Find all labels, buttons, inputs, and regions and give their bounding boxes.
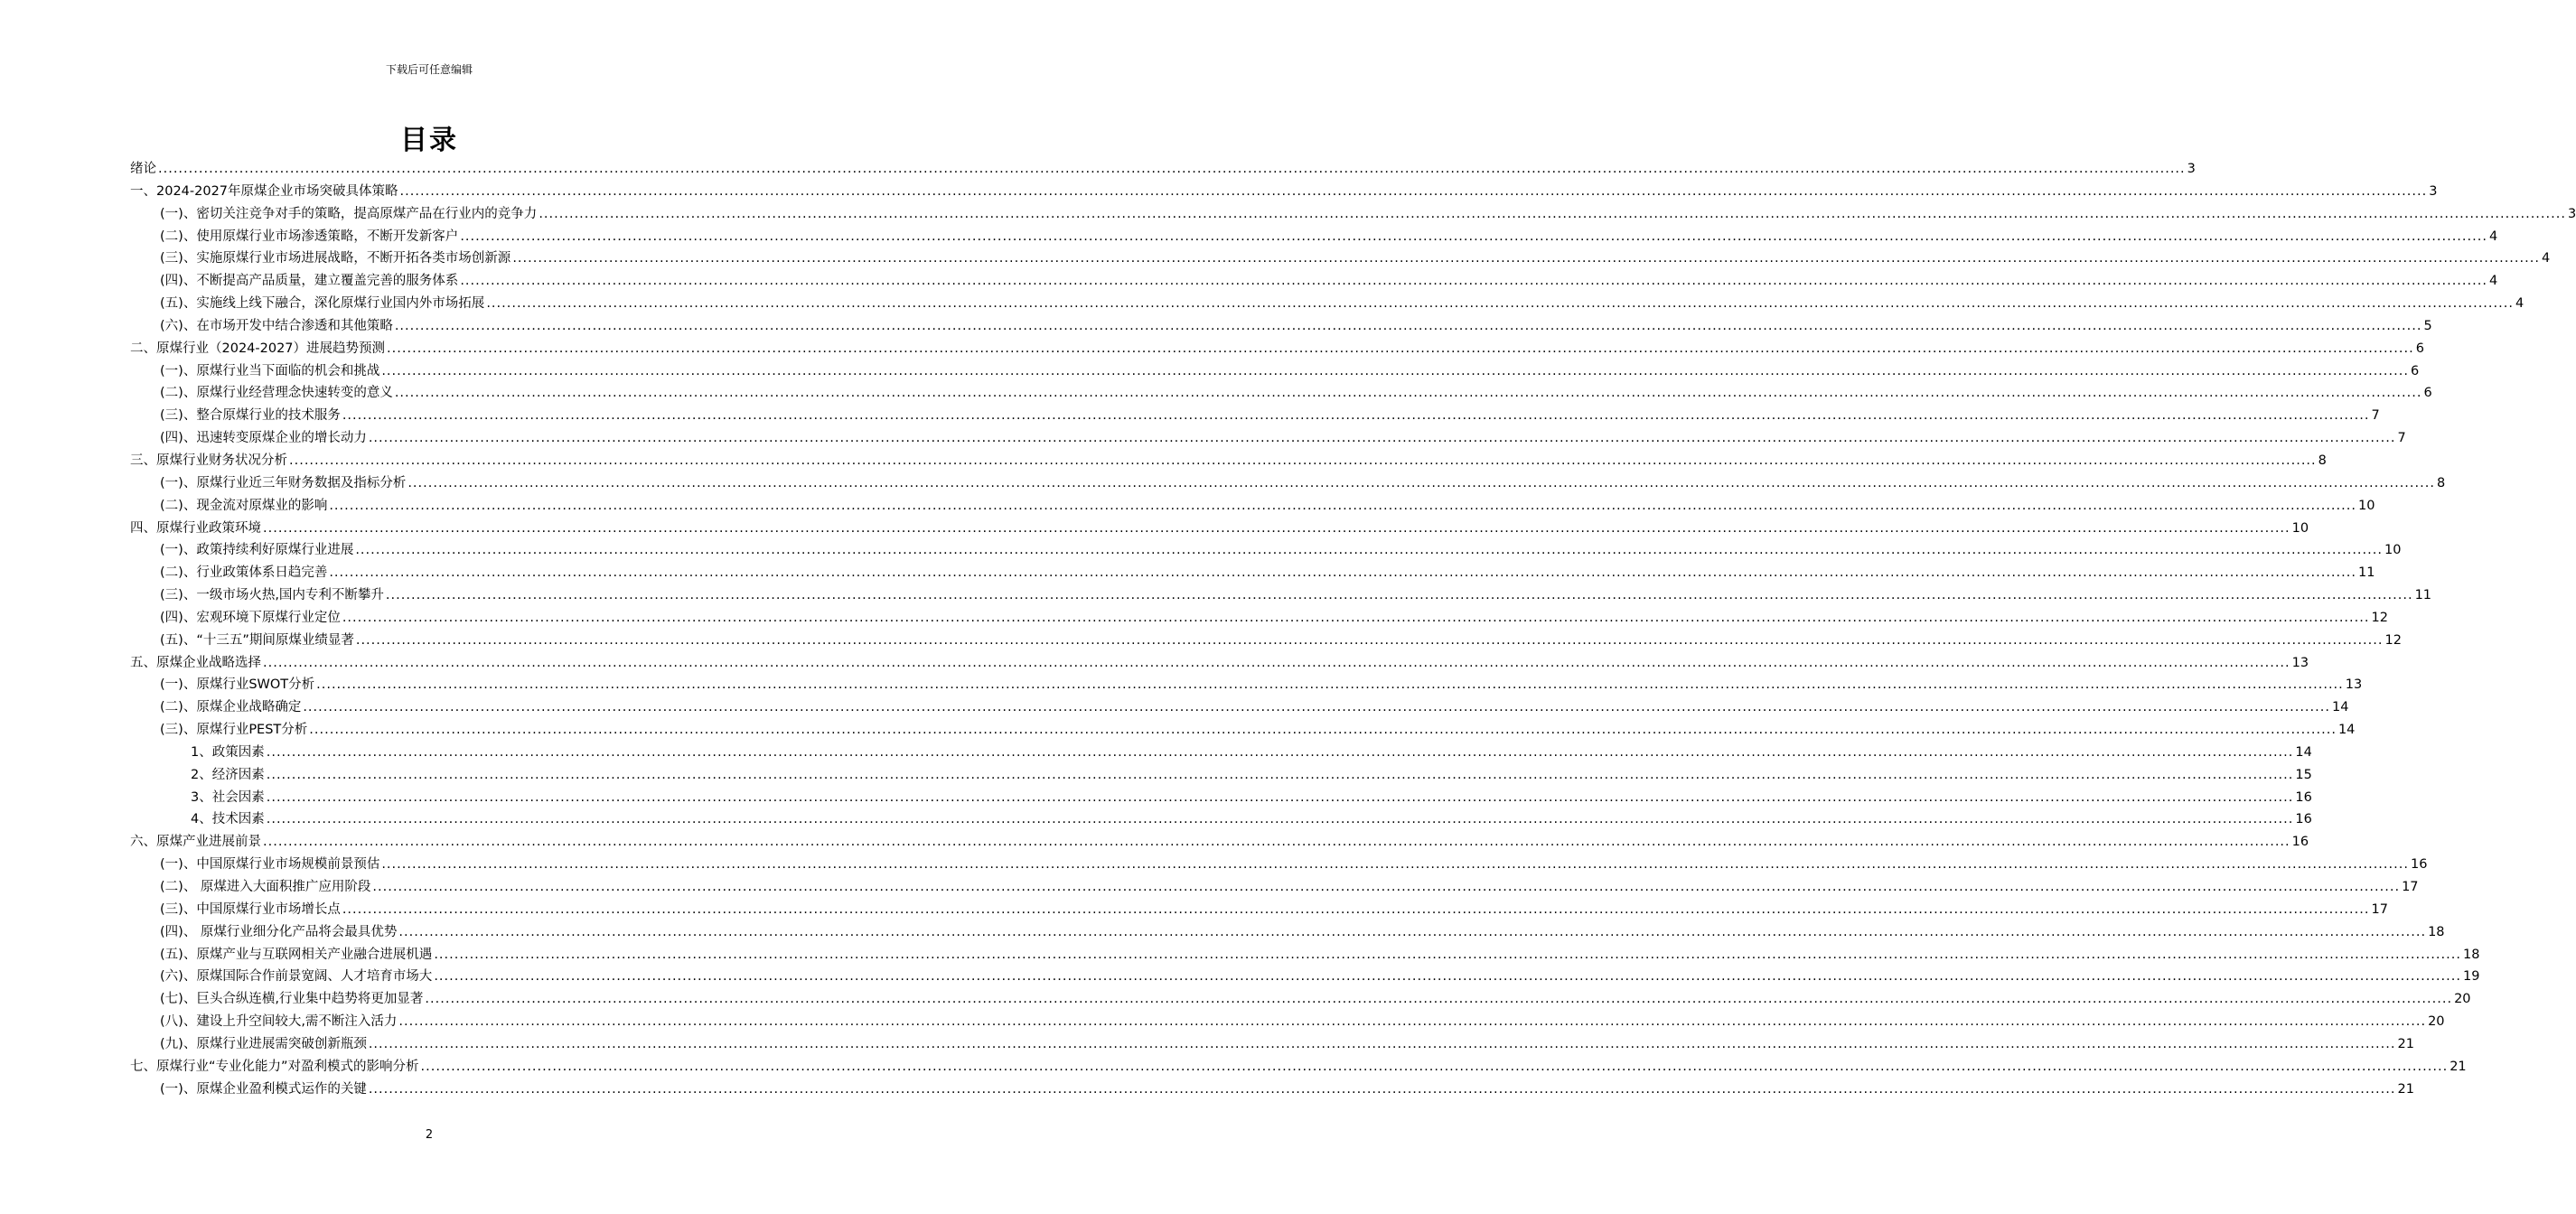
toc-dot-leader: ................................................................................................................................................................................................................................................................................................................................................................................................................ (266, 812, 2294, 827)
toc-entry-label: (一)、政策持续利好原煤行业进展 (160, 543, 354, 558)
toc-dot-leader: ................................................................................................................................................................................................................................................................................................................................................................................................................ (329, 498, 2356, 513)
toc-entry-page: 12 (2384, 632, 2402, 648)
toc-entry-page: 18 (2428, 924, 2445, 939)
toc-entry-page: 6 (2415, 341, 2424, 356)
toc-dot-leader: ................................................................................................................................................................................................................................................................................................................................................................................................................ (434, 947, 2461, 962)
toc-dot-leader: ................................................................................................................................................................................................................................................................................................................................................................................................................ (266, 767, 2294, 782)
toc-entry-page: 8 (2436, 475, 2446, 490)
toc-entry-label: (三)、一级市场火热,国内专利不断攀升 (160, 588, 384, 603)
toc-entry-label: (一)、密切关注竞争对手的策略，提高原煤产品在行业内的竞争力 (160, 206, 538, 221)
toc-entry-page: 14 (2331, 700, 2349, 715)
toc-entry-page: 10 (2357, 498, 2375, 513)
toc-entry-label: 4、技术因素 (191, 812, 265, 827)
toc-entry[interactable] (130, 696, 2349, 719)
toc-entry-page: 11 (2414, 588, 2432, 603)
toc-entry[interactable] (130, 270, 2498, 293)
toc-entry-label: (二)、使用原煤行业市场渗透策略，不断开发新客户 (160, 229, 459, 244)
toc-entry[interactable] (130, 988, 2471, 1011)
toc-entry-label: (二)、现金流对原煤业的影响 (160, 498, 328, 513)
toc-entry[interactable] (130, 584, 2432, 607)
toc-entry-label: (一)、原煤行业近三年财务数据及指标分析 (160, 475, 407, 490)
toc-entry[interactable] (130, 1056, 2467, 1079)
toc-entry[interactable] (130, 742, 2312, 764)
toc-dot-leader: ................................................................................................................................................................................................................................................................................................................................................................................................................ (420, 1059, 2449, 1074)
toc-entry[interactable] (130, 518, 2309, 540)
toc-entry[interactable] (130, 764, 2312, 787)
toc-entry-page: 16 (2295, 812, 2312, 827)
toc-entry-label: (六)、原煤国际合作前景宽阔、人才培育市场大 (160, 969, 433, 985)
toc-dot-leader: ................................................................................................................................................................................................................................................................................................................................................................................................................ (263, 655, 2290, 670)
toc-entry[interactable] (130, 338, 2424, 360)
toc-entry-page: 17 (2402, 880, 2419, 894)
toc-entry-page: 15 (2295, 767, 2312, 782)
toc-entry-label: (五)、实施线上线下融合，深化原煤行业国内外市场拓展 (160, 296, 485, 312)
toc-entry-label: (二)、 原煤进入大面积推广应用阶段 (160, 880, 371, 894)
toc-entry-label: 二、原煤行业（2024-2027）进展趋势预测 (130, 341, 386, 356)
toc-entry-page: 4 (2488, 274, 2498, 289)
toc-dot-leader: ................................................................................................................................................................................................................................................................................................................................................................................................................ (355, 632, 2384, 648)
toc-dot-leader: ................................................................................................................................................................................................................................................................................................................................................................................................................ (398, 1014, 2427, 1030)
toc-entry-label: 三、原煤行业财务状况分析 (130, 453, 287, 468)
toc-entry-label: (四)、宏观环境下原煤行业定位 (160, 610, 341, 625)
toc-entry-page: 21 (2397, 1081, 2414, 1097)
toc-entry[interactable] (130, 450, 2327, 472)
toc-entry-page: 16 (2410, 857, 2428, 873)
toc-entry-page: 21 (2450, 1059, 2467, 1074)
toc-entry-label: (一)、原煤企业盈利模式运作的关键 (160, 1081, 367, 1097)
toc-entry-page: 14 (2337, 723, 2356, 738)
toc-dot-leader: ................................................................................................................................................................................................................................................................................................................................................................................................................ (329, 565, 2356, 581)
toc-entry[interactable] (130, 539, 2402, 562)
toc-entry-page: 19 (2462, 969, 2480, 985)
toc-dot-leader: ................................................................................................................................................................................................................................................................................................................................................................................................................ (399, 183, 2428, 199)
toc-dot-leader: ................................................................................................................................................................................................................................................................................................................................................................................................................ (486, 296, 2514, 312)
toc-entry-page: 20 (2428, 1014, 2445, 1030)
toc-entry[interactable] (130, 899, 2388, 921)
toc-dot-leader: ................................................................................................................................................................................................................................................................................................................................................................................................................ (381, 363, 2409, 378)
toc-dot-leader: ................................................................................................................................................................................................................................................................................................................................................................................................................ (368, 1036, 2396, 1051)
toc-entry-label: (六)、在市场开发中结合渗透和其他策略 (160, 318, 393, 333)
toc-entry[interactable] (130, 203, 2576, 226)
toc-entry-page: 13 (2291, 655, 2309, 670)
toc-entry-label: (三)、中国原煤行业市场增长点 (160, 901, 341, 917)
toc-entry[interactable] (130, 921, 2445, 944)
toc-entry-page: 11 (2357, 565, 2375, 581)
toc-entry-page: 3 (2567, 206, 2576, 221)
toc-dot-leader: ................................................................................................................................................................................................................................................................................................................................................................................................................ (368, 431, 2396, 446)
toc-entry-page: 4 (2541, 251, 2551, 266)
toc-dot-leader: ................................................................................................................................................................................................................................................................................................................................................................................................................ (158, 162, 2186, 176)
toc-entry-page: 4 (2515, 296, 2524, 312)
toc-entry-label: (四)、 原煤行业细分化产品将会最具优势 (160, 924, 398, 939)
toc-entry-label: (三)、实施原煤行业市场进展战略，不断开拓各类市场创新源 (160, 251, 511, 266)
toc-dot-leader: ................................................................................................................................................................................................................................................................................................................................................................................................................ (316, 677, 2344, 693)
toc-entry[interactable] (130, 1079, 2414, 1101)
toc-entry[interactable] (130, 966, 2480, 988)
toc-dot-leader: ................................................................................................................................................................................................................................................................................................................................................................................................................ (342, 610, 2370, 625)
toc-dot-leader: ................................................................................................................................................................................................................................................................................................................................................................................................................ (266, 789, 2294, 805)
toc-dot-leader: ................................................................................................................................................................................................................................................................................................................................................................................................................ (342, 901, 2370, 917)
toc-entry[interactable] (130, 1033, 2414, 1056)
toc-entry[interactable] (130, 472, 2446, 495)
toc-entry[interactable] (130, 247, 2551, 270)
toc-dot-leader: ................................................................................................................................................................................................................................................................................................................................................................................................................ (309, 723, 2337, 738)
toc-entry-page: 16 (2291, 835, 2309, 850)
toc-entry-page: 12 (2371, 610, 2388, 625)
toc-dot-leader: ................................................................................................................................................................................................................................................................................................................................................................................................................ (355, 543, 2383, 558)
toc-dot-leader: ................................................................................................................................................................................................................................................................................................................................................................................................................ (425, 992, 2453, 1007)
toc-dot-leader: ................................................................................................................................................................................................................................................................................................................................................................................................................ (372, 880, 2401, 894)
toc-entry-page: 3 (2429, 183, 2438, 199)
toc-dot-leader: ................................................................................................................................................................................................................................................................................................................................................................................................................ (289, 453, 2317, 468)
toc-dot-leader: ................................................................................................................................................................................................................................................................................................................................................................................................................ (434, 969, 2461, 985)
toc-dot-leader: ................................................................................................................................................................................................................................................................................................................................................................................................................ (263, 835, 2290, 850)
toc-entry-page: 13 (2345, 677, 2363, 693)
toc-entry-label: 2、经济因素 (191, 767, 265, 782)
toc-entry[interactable] (130, 495, 2375, 518)
toc-dot-leader: ................................................................................................................................................................................................................................................................................................................................................................................................................ (460, 229, 2487, 244)
toc-entry-label: 七、原煤行业“专业化能力”对盈利模式的影响分析 (130, 1059, 419, 1074)
toc-entry-page: 8 (2318, 453, 2327, 468)
toc-dot-leader: ................................................................................................................................................................................................................................................................................................................................................................................................................ (385, 588, 2413, 603)
table-of-contents (130, 158, 2576, 1100)
toc-entry-label: 五、原煤企业战略选择 (130, 655, 261, 670)
toc-entry[interactable] (130, 293, 2524, 315)
toc-entry-label: (三)、整合原煤行业的技术服务 (160, 408, 341, 424)
toc-dot-leader: ................................................................................................................................................................................................................................................................................................................................................................................................................ (387, 341, 2414, 356)
toc-dot-leader: ................................................................................................................................................................................................................................................................................................................................................................................................................ (460, 274, 2487, 289)
toc-entry[interactable] (130, 719, 2356, 742)
toc-entry-page: 6 (2410, 363, 2420, 378)
toc-entry-label: (一)、原煤行业SWOT分析 (160, 677, 315, 693)
page-number: 2 (425, 1128, 434, 1142)
toc-entry-label: 六、原煤产业进展前景 (130, 835, 261, 850)
toc-entry-page: 16 (2295, 789, 2312, 805)
toc-dot-leader: ................................................................................................................................................................................................................................................................................................................................................................................................................ (342, 408, 2370, 424)
toc-entry-page: 7 (2397, 431, 2406, 446)
toc-entry[interactable] (130, 226, 2498, 248)
toc-entry[interactable] (130, 876, 2419, 899)
toc-entry-label: (五)、原煤产业与互联网相关产业融合进展机遇 (160, 947, 433, 962)
toc-entry-page: 21 (2397, 1036, 2414, 1051)
toc-entry[interactable] (130, 181, 2438, 203)
toc-dot-leader: ................................................................................................................................................................................................................................................................................................................................................................................................................ (394, 386, 2422, 401)
toc-entry[interactable] (130, 405, 2380, 427)
toc-entry-label: (三)、原煤行业PEST分析 (160, 723, 308, 738)
toc-dot-leader: ................................................................................................................................................................................................................................................................................................................................................................................................................ (398, 924, 2427, 939)
toc-entry-page: 5 (2423, 318, 2432, 333)
toc-entry[interactable] (130, 360, 2420, 383)
toc-entry-page: 18 (2462, 947, 2480, 962)
toc-entry-page: 17 (2371, 901, 2388, 917)
toc-entry-label: (二)、原煤企业战略确定 (160, 700, 302, 715)
toc-entry[interactable] (130, 808, 2312, 831)
toc-entry[interactable] (130, 562, 2375, 584)
header-note: 下载后可任意编辑 (385, 63, 473, 76)
toc-dot-leader: ................................................................................................................................................................................................................................................................................................................................................................................................................ (539, 206, 2566, 221)
toc-entry-label: (七)、巨头合纵连横,行业集中趋势将更加显著 (160, 992, 424, 1007)
toc-entry-label: (八)、建设上升空间较大,需不断注入活力 (160, 1014, 398, 1030)
toc-entry-label: (四)、不断提高产品质量，建立覆盖完善的服务体系 (160, 274, 459, 289)
toc-entry-page: 6 (2423, 386, 2432, 401)
toc-entry-label: (二)、行业政策体系日趋完善 (160, 565, 328, 581)
toc-dot-leader: ................................................................................................................................................................................................................................................................................................................................................................................................................ (381, 857, 2409, 873)
toc-entry-label: (九)、原煤行业进展需突破创新瓶颈 (160, 1036, 367, 1051)
toc-entry-label: 四、原煤行业政策环境 (130, 520, 261, 536)
toc-entry-label: (四)、迅速转变原煤企业的增长动力 (160, 431, 367, 446)
toc-entry-page: 20 (2454, 992, 2471, 1007)
toc-entry-page: 14 (2295, 744, 2312, 760)
toc-entry[interactable] (130, 382, 2432, 405)
toc-entry[interactable] (130, 607, 2388, 630)
toc-entry[interactable] (130, 158, 2196, 181)
toc-dot-leader: ................................................................................................................................................................................................................................................................................................................................................................................................................ (263, 520, 2290, 536)
toc-dot-leader: ................................................................................................................................................................................................................................................................................................................................................................................................................ (512, 251, 2540, 266)
toc-dot-leader: ................................................................................................................................................................................................................................................................................................................................................................................................................ (407, 475, 2435, 490)
toc-entry-label: (二)、原煤行业经营理念快速转变的意义 (160, 386, 393, 401)
toc-entry-label: 绪论 (130, 162, 156, 176)
toc-entry-page: 10 (2384, 543, 2402, 558)
toc-entry[interactable] (130, 944, 2480, 967)
toc-entry-label: (五)、“十三五”期间原煤业绩显著 (160, 632, 354, 648)
toc-entry[interactable] (130, 787, 2312, 809)
toc-entry[interactable] (130, 315, 2432, 338)
toc-entry[interactable] (130, 854, 2428, 876)
toc-entry[interactable] (130, 427, 2406, 450)
toc-entry-label: 一、2024-2027年原煤企业市场突破具体策略 (130, 183, 398, 199)
toc-entry-label: (一)、原煤行业当下面临的机会和挑战 (160, 363, 380, 378)
toc-entry-label: 1、政策因素 (191, 744, 265, 760)
toc-entry[interactable] (130, 1011, 2445, 1033)
toc-entry-page: 7 (2371, 408, 2380, 424)
toc-entry-page: 10 (2291, 520, 2309, 536)
toc-title: 目录 (400, 125, 458, 156)
toc-entry[interactable] (130, 674, 2363, 696)
toc-entry-label: 3、社会因素 (191, 789, 265, 805)
toc-entry[interactable] (130, 652, 2309, 675)
toc-dot-leader: ................................................................................................................................................................................................................................................................................................................................................................................................................ (303, 700, 2330, 715)
toc-entry[interactable] (130, 630, 2402, 652)
toc-entry-label: (一)、中国原煤行业市场规模前景预估 (160, 857, 380, 873)
toc-entry[interactable] (130, 831, 2309, 854)
toc-dot-leader: ................................................................................................................................................................................................................................................................................................................................................................................................................ (394, 318, 2422, 333)
toc-dot-leader: ................................................................................................................................................................................................................................................................................................................................................................................................................ (266, 744, 2294, 760)
toc-dot-leader: ................................................................................................................................................................................................................................................................................................................................................................................................................ (368, 1081, 2396, 1097)
toc-entry-page: 3 (2187, 162, 2196, 176)
toc-entry-page: 4 (2488, 229, 2498, 244)
